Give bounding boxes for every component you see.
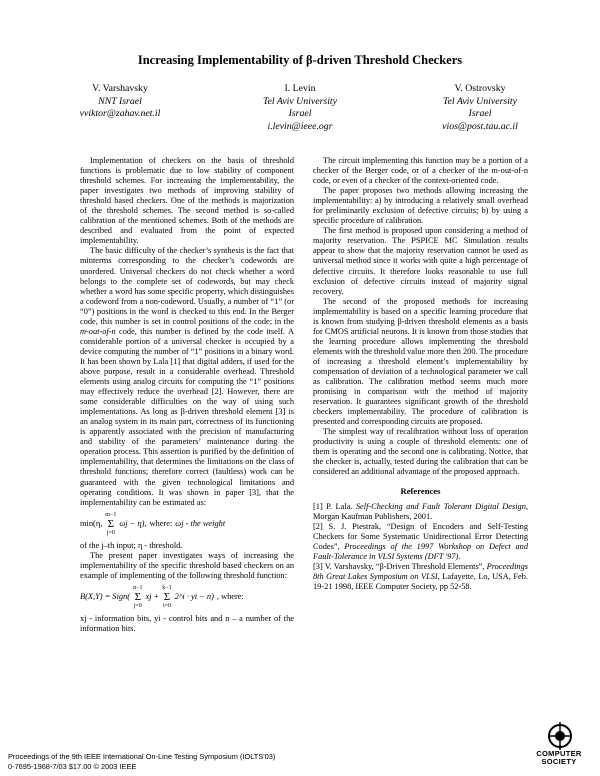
sum-symbol: k−1 Σ i=0 bbox=[162, 584, 172, 609]
footer-line: 0-7695-1968-7/03 $17.00 © 2003 IEEE bbox=[8, 761, 137, 771]
author-affiliation: Tel Aviv University bbox=[442, 95, 517, 107]
right-column bbox=[313, 156, 528, 592]
reference-item: [1] P. Lala. Self-Checking and Fault Tolerant Digital Design, Morgan Kaufman Publishers, 2001. bbox=[313, 501, 528, 521]
sum-symbol: m−1 Σ j=0 bbox=[105, 511, 117, 536]
reference-item: [2] S. J. Piestrak, “Design of Encoders and Self-Testing Checkers for Some Systematic Unidirectional Error Detecting Codes”, Proceedings of the 1997 Workshop on Defect and Fault-Tolerance in VLSI Systems (DFT '97). bbox=[313, 521, 528, 561]
body-paragraph: The second of the proposed methods for increasing implementability is based on a specific learning procedure that is known from studying β-driven threshold elements as a basis for CMOS artificial neurons. It is known from those studies that the learning procedure allows implementing the threshold elements with the threshold value more then 200. The procedure of increasing a threshold element’s implementability by compensation of deviation of a technological parameter we call as calibration. The calibration method seems much more promising in comparison with the method of majority reservation. It guarantees significant growth of the threshold checkers implementability. The procedure of calibration is presented and corresponding circuits are proposed. bbox=[313, 296, 528, 427]
proceedings-footer bbox=[8, 752, 275, 771]
author-affiliation-country: Israel bbox=[468, 108, 492, 119]
body-paragraph: The first method is proposed upon considering a method of majority reservation. The PSPICE MC Simulation results appear to show that the majority reservation cannot be used as universal method since it works with quite a high percentage of defective circuits. It therefore looks reasonable to use full exclusion of defective circuits instead of majority signal recovery. bbox=[313, 226, 528, 296]
references-heading: References bbox=[400, 485, 441, 496]
sum-symbol: n−1 Σ j=0 bbox=[133, 584, 143, 609]
body-paragraph: The present paper investigates ways of increasing the implementability of the specific threshold based checkers on an example of implementing of the following threshold function: bbox=[80, 550, 294, 580]
paper-title: Increasing Implementability of β-driven Threshold Checkers bbox=[137, 53, 463, 67]
author-1 bbox=[30, 83, 210, 133]
author-name: I. Levin bbox=[284, 83, 316, 94]
left-column bbox=[80, 156, 294, 634]
reference-item: [3] V. Varshavsky, “β-Driven Threshold Elements”, Proceedings 8th Great Lakes Symposium on VLSI, Lafayette, Lo, USA, Feb. 19-21 1998, IEEE Computer Society, pp 52-58. bbox=[313, 561, 528, 591]
author-email: vviktor@zahav.net.il bbox=[79, 108, 161, 119]
author-name: V. Varshavsky bbox=[92, 83, 148, 94]
author-2 bbox=[210, 83, 390, 133]
footer-line: Proceedings of the 9th IEEE International On-Line Testing Symposium (IOLTS'03) bbox=[8, 752, 276, 761]
body-paragraph: The simplest way of recalibration without loss of operation productivity is using a couple of threshold elements: one of them is operating and the second one is calibrating. Notice, that the checker is, actually, tested during the calibration that can be considered an additional advantage of the proposed approach. bbox=[313, 427, 528, 477]
author-block bbox=[30, 83, 570, 133]
implementability-formula: min(η, m−1 Σ j=0 ωj − η), where: ωj - the weight bbox=[80, 511, 226, 536]
body-paragraph: xj - information bits, yi - control bits and n – a number of the information bits. bbox=[80, 613, 294, 633]
author-affiliation: NNT Israel bbox=[98, 95, 142, 107]
body-paragraph: The basic difficulty of the checker’s synthesis is the fact that minterms corresponding to the checker’s codewords are unordered. Universal checkers do not check whether a word belongs to the complete set of codewords, but may check whether a word has some specific property, which distinguishes a codeword from a non-codeword. Usually, a number of “1” (or “0”) positions in the word is checked to this end. In the Berger code, this number is set in control positions of the code; in the m-out-of-n code, this number is defined by the code itself. A considerable portion of a universal checker is occupied by a device computing the number of “1” positions in a binary word. It has been shown by Lala [1] that digital adders, if used for the above purpose, result in a considerable overhead. Threshold elements using analog circuits for computing the “1” positions may effectively reduce the overhead [2]. However, there are some considerable difficulties on the way of using such implementations. As long as β-driven threshold element [3] is an analog system in its main part, correctness of its functioning is apparently associated with the precision of manufacturing and stability of the parameters’ maintenance during the operation process. This assertion is purified by the definition of implementability, that determines the limitations on the class of threshold functions; therefore correct (faultless) work can be guaranteed with the given technological limitations and operating conditions. It was shown in paper [3], that the implementability can be estimated as: bbox=[80, 246, 294, 507]
author-affiliation-country: Israel bbox=[288, 108, 312, 119]
body-paragraph: of the j–th input; η - threshold. bbox=[80, 540, 183, 550]
author-email: vios@post.tau.ac.il bbox=[442, 120, 518, 132]
body-paragraph: The circuit implementing this function may be a portion of a checker of the Berger code, or of a checker of the m-out-of-n code, or even of a checker of the context-oriented code. bbox=[313, 156, 528, 186]
author-affiliation: Tel Aviv University bbox=[262, 95, 337, 107]
threshold-function-formula: B(X,Y) = Sign( n−1 Σ j=0 xj + k−1 Σ i=0 2^i · yi − n) , where: bbox=[80, 584, 244, 609]
abstract-paragraph: Implementation of checkers on the basis of threshold functions is problematic due to low stability of component threshold schemes. For increasing the implementability, the paper investigates two methods of improving stability of threshold based checkers. One of the methods is majorization of the threshold schemes. The second method is so-called calibration of the mentioned schemes. Both of the methods are described and evaluated from the point of expected implementability. bbox=[80, 156, 294, 246]
author-name: V. Ostrovsky bbox=[454, 83, 506, 94]
computer-society-logo-text: COMPUTER SOCIETY bbox=[536, 749, 582, 766]
author-email: i.levin@ieee.ogr bbox=[267, 120, 333, 132]
author-3 bbox=[390, 83, 570, 133]
body-paragraph: The paper proposes two methods allowing increasing the implementability: a) by introducing a relatively small overhead for preliminarily exclusion of defective circuits; b) by using a specific procedure of calibration. bbox=[313, 186, 528, 226]
